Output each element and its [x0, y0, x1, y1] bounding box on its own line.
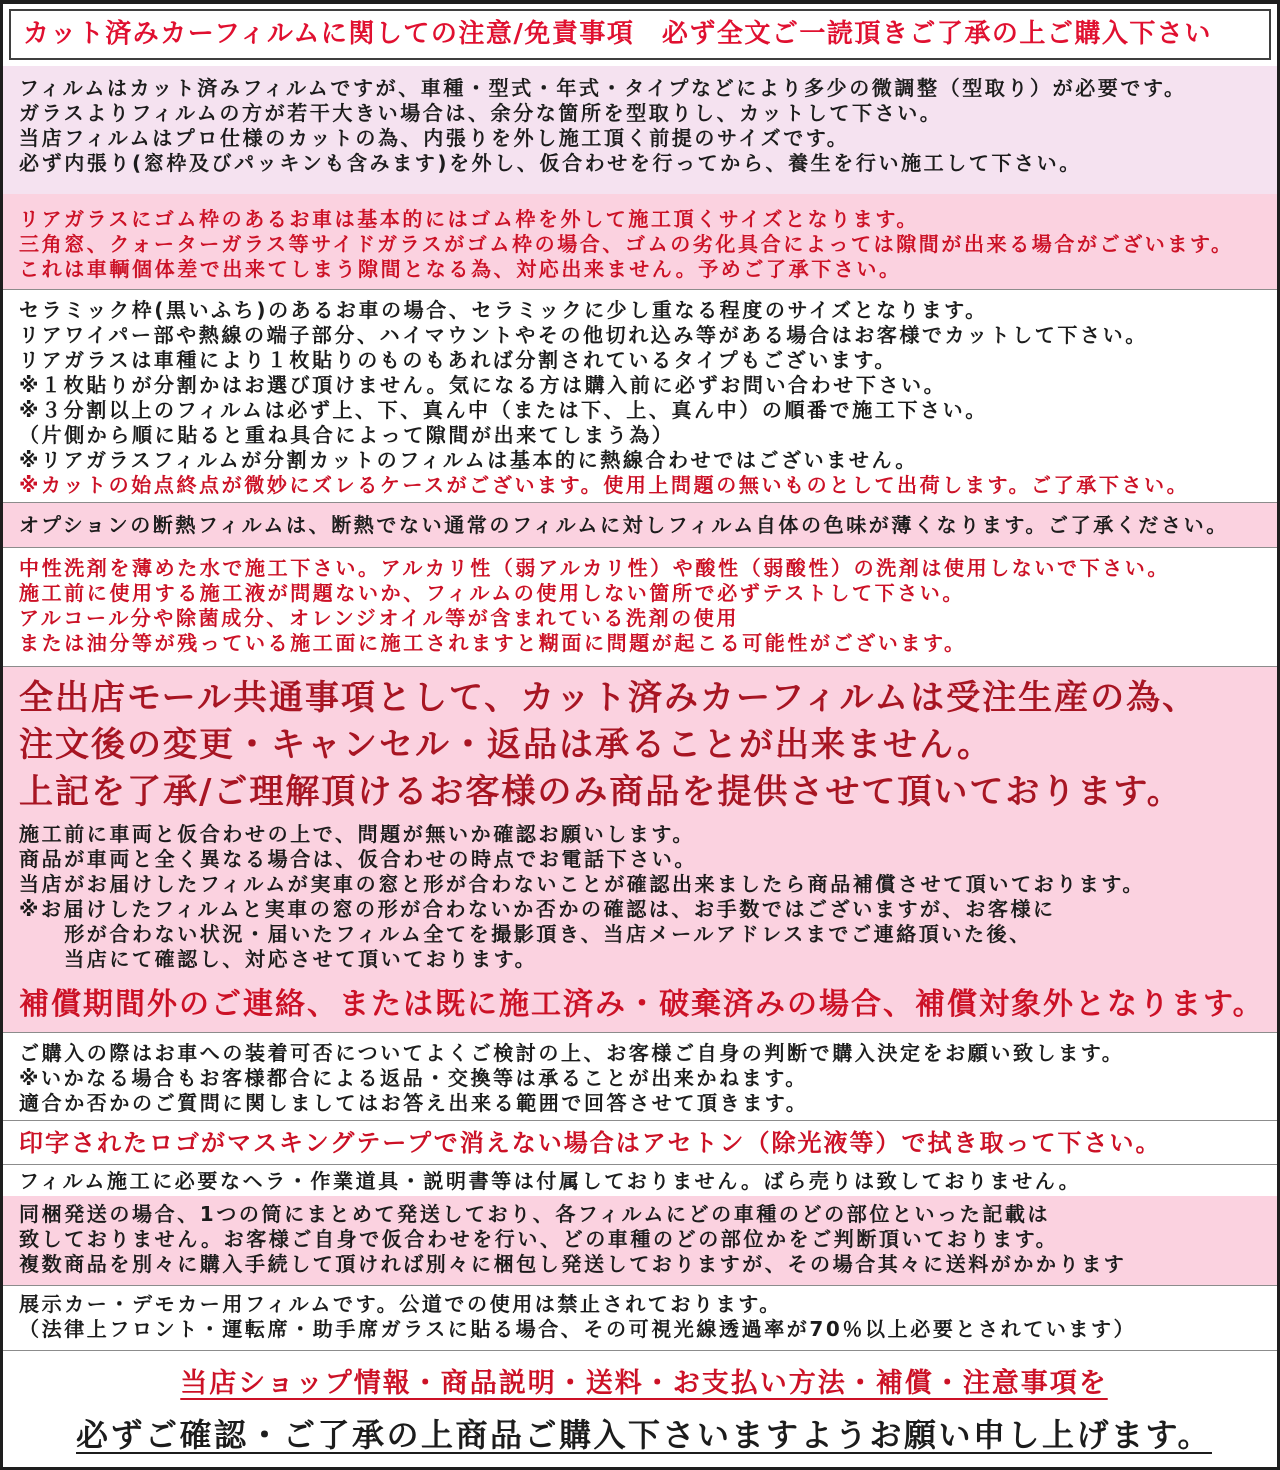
- tools-note-line: フィルム施工に必要なヘラ・作業道具・説明書等は付属しておりません。ばら売りは致しておりません。: [19, 1169, 1082, 1193]
- ceramic-notes-line: リアガラスは車種により１枚貼りのものもあれば分割されているタイプもございます。: [19, 348, 897, 372]
- demo-car-note-line: （法律上フロント・運転席・助手席ガラスに貼る場合、その可視光線透過率が70％以上必要とされています）: [19, 1317, 1137, 1341]
- ceramic-notes-line: リアワイパー部や熱線の端子部分、ハイマウントやその他切れ込み等がある場合はお客様でカットして下さい。: [19, 323, 1148, 347]
- sec-footer-request: [3, 1350, 1277, 1467]
- bundled-shipping-note-line: 複数商品を別々に購入手続して頂ければ別々に梱包し発送しておりますが、その場合其々に送料がかかります: [19, 1252, 1127, 1276]
- film-adjustment-notes-line: 当店フィルムはプロ仕様のカットの為、内張りを外し施工頂く前提のサイズです。: [19, 126, 850, 150]
- notice-header-title: カット済みカーフィルムに関しての注意/免責事項 必ず全文ご一読頂きご了承の上ご購入下さい: [9, 9, 1271, 60]
- fitting-confirmation-line: 当店がお届けしたフィルムが実車の窓と形が合わないことが確認出来ましたら商品補償させて頂いております。: [19, 872, 1145, 896]
- ceramic-notes-line: ※カットの始点終点が微妙にズレるケースがございます。使用上問題の無いものとして出荷します。ご了承下さい。: [19, 473, 1190, 497]
- footer-request-line: 当店ショップ情報・商品説明・送料・お支払い方法・補償・注意事項を: [180, 1368, 1108, 1399]
- purchase-decision-notes-line: ※いかなる場合もお客様都合による返品・交換等は承ることが出来かねます。: [19, 1066, 808, 1090]
- ceramic-notes-line: ※３分割以上のフィルムは必ず上、下、真ん中（または下、上、真ん中）の順番で施工下さい。: [19, 398, 988, 422]
- film-adjustment-notes-line: ガラスよりフィルムの方が若干大きい場合は、余分な箇所を型取りし、カットして下さい。: [19, 101, 943, 125]
- fitting-confirmation-line: 形が合わない状況・届いたフィルム全てを撮影頂き、当店メールアドレスまでご連絡頂いた後、: [19, 922, 1032, 946]
- sec-bundled-shipping-note: [3, 1196, 1277, 1285]
- film-adjustment-notes-line: 必ず内張り(窓枠及びパッキンも含みます)を外し、仮合わせを行ってから、養生を行い施工して下さい。: [19, 151, 1082, 175]
- ceramic-notes-line: セラミック枠(黒いふち)のあるお車の場合、セラミックに少し重なる程度のサイズとなります。: [19, 298, 988, 322]
- ceramic-notes-line: （片側から順に貼ると重ね具合によって隙間が出来てしまう為）: [19, 423, 675, 447]
- sections: [3, 66, 1277, 1467]
- sec-tools-note: [3, 1164, 1277, 1196]
- bundled-shipping-note-line: 同梱発送の場合、1つの筒にまとめて発送しており、各フィルムにどの車種のどの部位といった記載は: [19, 1202, 1051, 1226]
- ceramic-notes-line: ※リアガラスフィルムが分割カットのフィルムは基本的に熱線合わせではございません。: [19, 448, 918, 472]
- ceramic-notes-line: ※１枚貼りが分割かはお選び頂けません。気になる方は購入前に必ずお問い合わせ下さい。: [19, 373, 947, 397]
- sec-logo-removal-note: [3, 1120, 1277, 1164]
- purchase-decision-notes-line: 適合か否かのご質問に関しましてはお答え出来る範囲で回答させて頂きます。: [19, 1091, 809, 1115]
- sec-mall-common-notice: [3, 666, 1277, 816]
- sec-purchase-decision-notes: [3, 1032, 1277, 1120]
- sec-demo-car-note: [3, 1285, 1277, 1350]
- mall-common-notice-line: 注文後の変更・キャンセル・返品は承ることが出来ません。: [19, 725, 994, 765]
- cleaning-agent-warning-line: または油分等が残っている施工面に施工されますと糊面に問題が起こる可能性がございます。: [19, 631, 967, 655]
- demo-car-note-line: 展示カー・デモカー用フィルムです。公道での使用は禁止されております。: [19, 1292, 782, 1316]
- fitting-confirmation-line: 当店にて確認し、対応させて頂いております。: [19, 947, 538, 971]
- sec-cleaning-agent-warning: [3, 547, 1277, 666]
- compensation-deadline-line: 補償期間外のご連絡、または既に施工済み・破棄済みの場合、補償対象外となります。: [19, 987, 1265, 1022]
- fitting-confirmation-line: 施工前に車両と仮合わせの上で、問題が無いか確認お願いします。: [19, 822, 695, 846]
- footer-request-line: 必ずご確認・ご了承の上商品ご購入下さいますようお願い申し上げます。: [76, 1416, 1212, 1454]
- insulation-film-note-line: オプションの断熱フィルムは、断熱でない通常のフィルムに対しフィルム自体の色味が薄くなります。ご了承ください。: [19, 513, 1229, 537]
- bundled-shipping-note-line: 致しておりません。お客様ご自身で仮合わせを行い、どの車種のどの部位かをご判断頂いております。: [19, 1227, 1059, 1251]
- rubber-frame-warning-line: これは車輌個体差で出来てしまう隙間となる為、対応出来ません。予めご了承下さい。: [19, 257, 902, 281]
- rubber-frame-warning-line: リアガラスにゴム枠のあるお車は基本的にはゴム枠を外して施工頂くサイズとなります。: [19, 207, 919, 231]
- sec-insulation-film-note: [3, 502, 1277, 547]
- sec-compensation-deadline: [3, 980, 1277, 1032]
- sec-film-adjustment-notes: [3, 66, 1277, 194]
- mall-common-notice-line: 上記を了承/ご理解頂けるお客様のみ商品を提供させて頂いております。: [19, 772, 1183, 812]
- fitting-confirmation-line: 商品が車両と全く異なる場合は、仮合わせの時点でお電話下さい。: [19, 847, 697, 871]
- sec-fitting-confirmation: [3, 816, 1277, 980]
- cleaning-agent-warning-line: 中性洗剤を薄めた水で施工下さい。アルカリ性（弱アルカリ性）や酸性（弱酸性）の洗剤は使用しないで下さい。: [19, 556, 1170, 580]
- purchase-decision-notes-line: ご購入の際はお車への装着可否についてよくご検討の上、お客様ご自身の判断で購入決定をお願い致します。: [19, 1041, 1125, 1065]
- rubber-frame-warning-line: 三角窓、クォーターガラス等サイドガラスがゴム枠の場合、ゴムの劣化具合によっては隙間が出来る場合がございます。: [19, 232, 1234, 256]
- logo-removal-note-line: 印字されたロゴがマスキングテープで消えない場合はアセトン（除光液等）で拭き取って下さい。: [19, 1129, 1162, 1157]
- film-adjustment-notes-line: フィルムはカット済みフィルムですが、車種・型式・年式・タイプなどにより多少の微調整（型取り）が必要です。: [19, 76, 1187, 100]
- cleaning-agent-warning-line: 施工前に使用する施工液が問題ないか、フィルムの使用しない箇所で必ずテストして下さい。: [19, 581, 965, 605]
- fitting-confirmation-line: ※お届けしたフィルムと実車の窓の形が合わないか否かの確認は、お手数ではございますが、お客様に: [19, 897, 1056, 921]
- mall-common-notice-line: 全出店モール共通事項として、カット済みカーフィルムは受注生産の為、: [19, 678, 1199, 718]
- sec-rubber-frame-warning: [3, 194, 1277, 289]
- cleaning-agent-warning-line: アルコール分や除菌成分、オレンジオイル等が含まれている洗剤の使用: [19, 606, 739, 630]
- sec-ceramic-notes: [3, 289, 1277, 502]
